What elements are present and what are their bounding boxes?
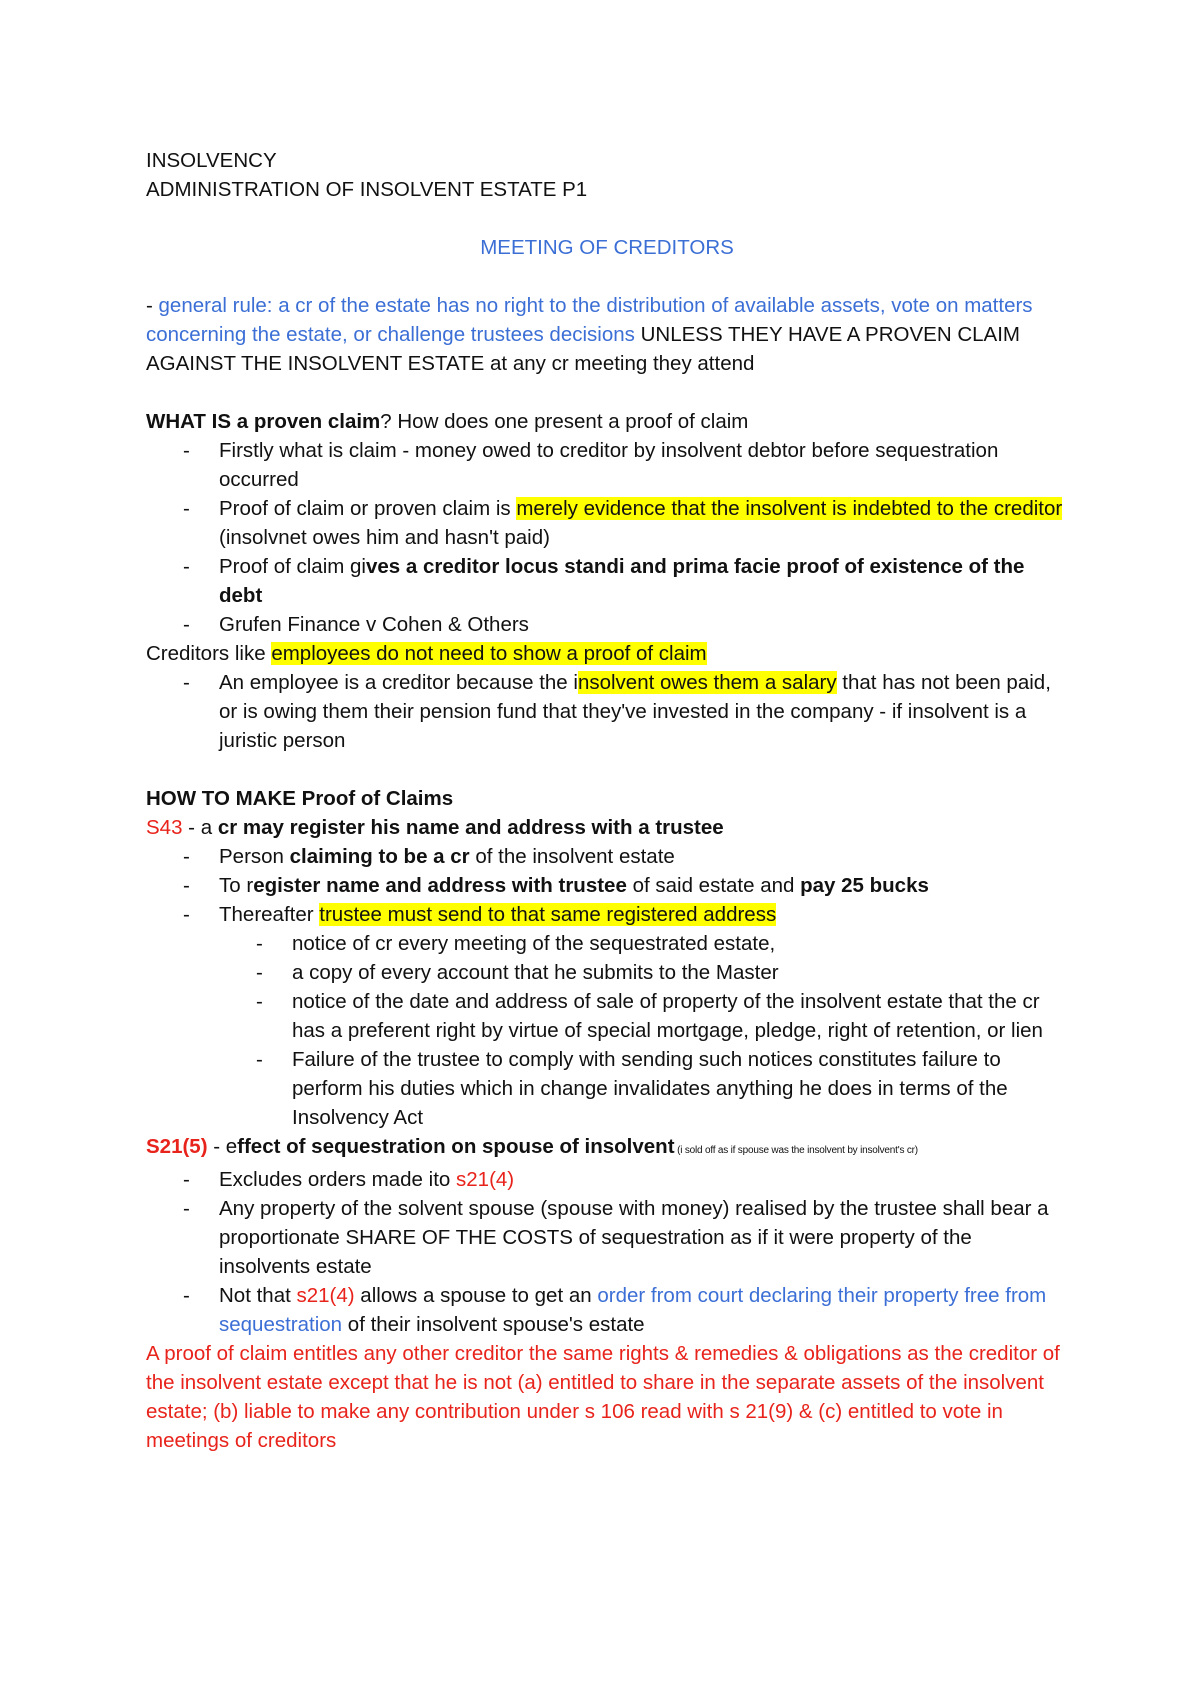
section-reference: S43: [146, 816, 183, 839]
list-item-text: Failure of the trustee to comply with sending such notices constitutes failure to perform his duties which in change invalidates anything he does in terms of the Insolvency Act: [292, 1048, 1008, 1129]
s43-paragraph: [146, 813, 1068, 842]
bold-text: ves a creditor locus standi and prima facie proof of existence of the debt: [219, 555, 1025, 607]
list-item-text: Proof of claim gi: [219, 555, 366, 578]
bold-text: ffect of sequestration on spouse of insolvent: [237, 1135, 675, 1158]
list-item-text: (insolvnet owes him and hasn't paid): [219, 526, 550, 549]
list-item-text: allows a spouse to get an: [354, 1284, 598, 1307]
section-title: MEETING OF CREDITORS: [480, 236, 734, 259]
list-item-text: Person: [219, 845, 290, 868]
list-item-text: notice of the date and address of sale of property of the insolvent estate that the cr has a preferent right by virtue of special mortgage, pledge, right of retention, or lien: [292, 990, 1043, 1042]
employees-list: [146, 668, 1068, 755]
general-rule-dash: -: [146, 294, 159, 317]
s21-heading: [146, 1132, 1068, 1165]
bold-text: egister name and address with trustee: [253, 874, 627, 897]
proven-claim-heading-bold: WHAT IS a proven claim: [146, 410, 381, 433]
list-item: [146, 552, 1068, 610]
section-reference: s21(4): [456, 1168, 515, 1191]
list-item: [146, 1281, 1068, 1339]
list-item-text: notice of cr every meeting of the sequestrated estate,: [292, 932, 776, 955]
conclusion-paragraph: A proof of claim entitles any other creditor the same rights & remedies & obligations as the creditor of the insolvent estate except that he is not (a) entitled to share in the separate assets of the insolvent estate; (b) liable to make any contribution under s 106 read with s 21(9) & (c) entitled to vote in meetings of creditors: [146, 1342, 1060, 1452]
s21-list: [146, 1165, 1068, 1339]
list-item-text: of the insolvent estate: [469, 845, 675, 868]
general-rule-rest: UNLESS THEY HAVE A PROVEN CLAIM AGAINST THE INSOLVENT ESTATE at any cr meeting they attend: [146, 323, 1020, 375]
highlighted-text: employees do not need to show a proof of claim: [271, 642, 707, 665]
proven-claim-heading: [146, 407, 1068, 436]
list-item: [146, 871, 1068, 900]
list-item: [146, 900, 1068, 929]
sub-list-item: [146, 958, 1068, 987]
how-to-heading: [146, 784, 1068, 813]
list-item-text: Excludes orders made ito: [219, 1168, 457, 1191]
sub-list-item: [146, 1045, 1068, 1132]
highlighted-text: trustee must send to that same registered address: [319, 903, 777, 926]
list-item-text: Not that: [219, 1284, 297, 1307]
list-item-text: Firstly what is claim - money owed to creditor by insolvent debtor before sequestration occurred: [219, 439, 999, 491]
list-item-text: An employee is a creditor because the i: [219, 671, 578, 694]
blue-text: order from court declaring their property free from sequestration: [219, 1284, 1047, 1336]
sub-list-item: [146, 987, 1068, 1045]
list-item-text: Proof of claim or proven claim is: [219, 497, 517, 520]
list-item-text: of said estate and: [626, 874, 801, 897]
case-citation: Grufen Finance v Cohen & Others: [219, 613, 529, 636]
bold-text: cr may register his name and address with a trustee: [217, 816, 724, 839]
proven-claim-list: [146, 436, 1068, 639]
s43-text: - a: [182, 816, 218, 839]
s21-dash: -: [207, 1135, 226, 1158]
list-item: [146, 436, 1068, 494]
list-item-text: Any property of the solvent spouse (spouse with money) realised by the trustee shall bear a proportionate SHARE OF THE COSTS of sequestration as if it were property of the insolvents estate: [219, 1197, 1049, 1278]
general-rule-paragraph: [146, 291, 1068, 378]
spacer: [146, 262, 1068, 291]
employees-text: Creditors like: [146, 642, 272, 665]
list-item: [146, 1194, 1068, 1281]
bold-text: claiming to be a cr: [289, 845, 470, 868]
list-item-text: Thereafter: [219, 903, 320, 926]
course-title: INSOLVENCY: [146, 149, 277, 172]
spacer: [146, 204, 1068, 233]
list-item: [146, 494, 1068, 552]
general-rule-text: general rule: a cr of the estate has no right to the distribution of available assets, vote on matters concerning the estate, or challenge trustees decisions: [146, 294, 1033, 346]
employees-paragraph: [146, 639, 1068, 668]
document-title: ADMINISTRATION OF INSOLVENT ESTATE P1: [146, 178, 588, 201]
list-item-text: of their insolvent spouse's estate: [342, 1313, 645, 1336]
highlighted-text: nsolvent owes them a salary: [577, 671, 837, 694]
how-to-list: [146, 842, 1068, 1132]
list-item: [146, 842, 1068, 871]
small-note: (i sold off as if spouse was the insolvent by insolvent's cr): [674, 1145, 918, 1156]
spacer: [146, 755, 1068, 784]
list-item-text: a copy of every account that he submits to the Master: [292, 961, 779, 984]
how-to-heading-text: HOW TO MAKE Proof of Claims: [146, 787, 454, 810]
proven-claim-heading-rest: ? How does one present a proof of claim: [380, 410, 749, 433]
section-reference: s21(4): [296, 1284, 355, 1307]
list-item-text: To r: [219, 874, 254, 897]
bold-text: pay 25 bucks: [800, 874, 929, 897]
s21-text: e: [225, 1135, 238, 1158]
spacer: [146, 378, 1068, 407]
list-item: [146, 610, 1068, 639]
section-reference: S21(5): [146, 1135, 208, 1158]
list-item-text: that has not been paid, or is owing them their pension fund that they've invested in the company - if insolvent is a juristic person: [219, 671, 1051, 752]
list-item: [146, 1165, 1068, 1194]
list-item: [146, 668, 1068, 755]
highlighted-text: merely evidence that the insolvent is indebted to the creditor: [516, 497, 1063, 520]
sub-list-item: [146, 929, 1068, 958]
